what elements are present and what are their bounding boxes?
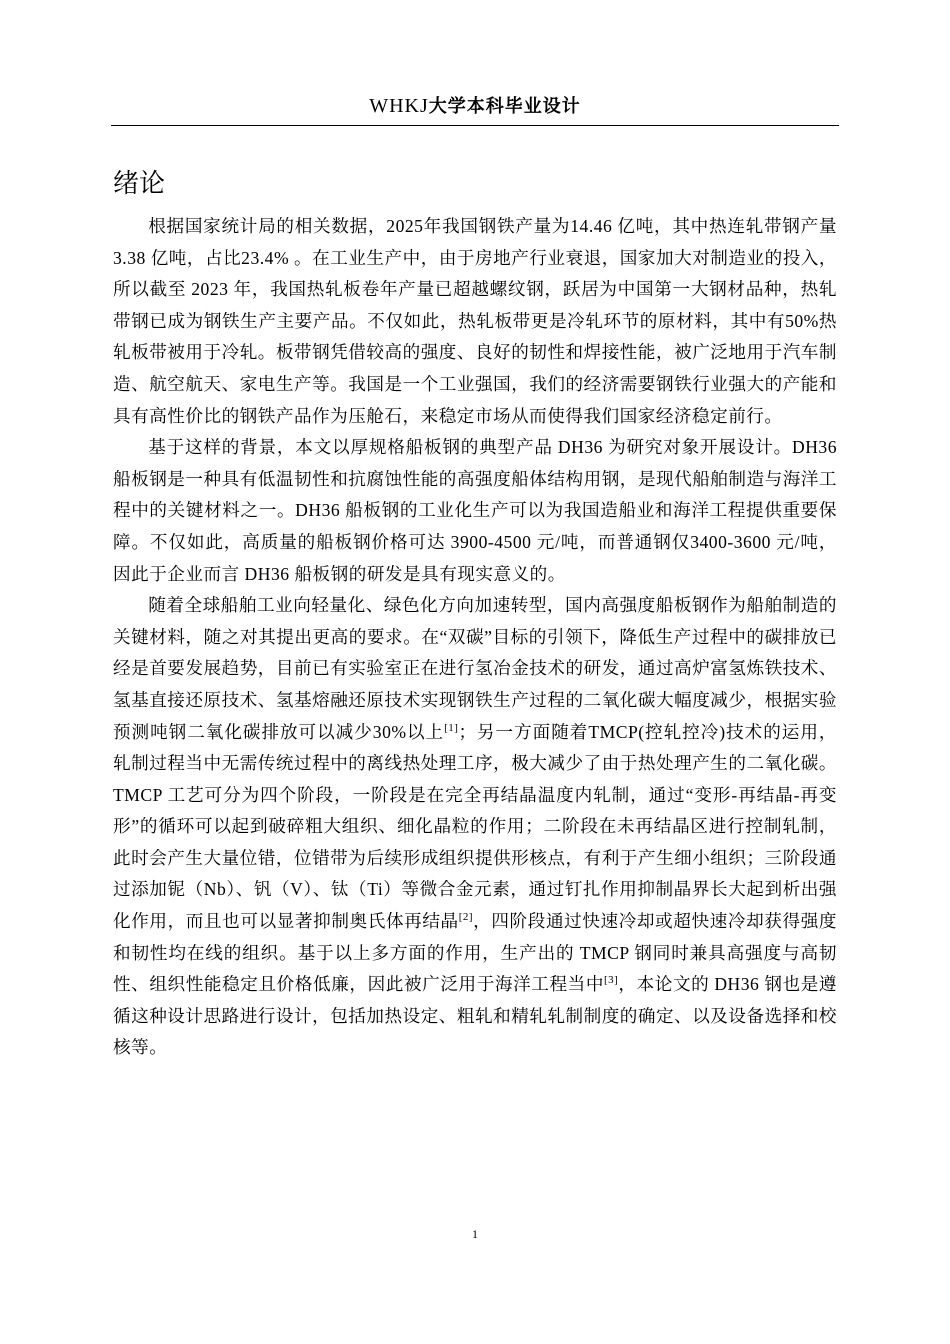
paragraph-3-text-3: ，四阶段通过快速冷却或超快速冷却获得强度和韧性均在线的组织。基于以上多方面的作用，生产出的 TMCP 钢同时兼具高强度与高韧性、组织性能稳定且价格低廉，因此被广泛用于海洋工程当中	[113, 911, 837, 995]
citation-3: [3]	[604, 974, 619, 987]
paragraph-3-text-2: ；另一方面随着TMCP(控轧控冷)技术的运用，轧制过程当中无需传统过程中的离线热处理工序，极大减少了由于热处理产生的二氧化碳。TMCP 工艺可分为四个阶段，一阶段是在完全再结晶温度内轧制，通过“变形-再结晶-再变形”的循环可以起到破碎粗大组织、细化晶粒的作用；二阶段在未再结晶区进行控制轧制，此时会产生大量位错，位错带为后续形成组织提供形核点，有利于产生细小组织；三阶段通过添加铌（Nb）、钒（V）、钛（Ti）等微合金元素，通过钉扎作用抑制晶界长大起到析出强化作用，而且也可以显著抑制奥氏体再结晶	[113, 721, 837, 932]
citation-2: [2]	[458, 911, 474, 924]
page-number: 1	[472, 1227, 478, 1241]
header-divider	[111, 125, 839, 126]
paragraph-3-text-4: ，本论文的 DH36 钢也是遵循这种设计思路进行设计，包括加热设定、粗轧和精轧轧制制度的确定、以及设备选择和校核等。	[113, 974, 837, 1058]
paragraph-3	[113, 590, 837, 1064]
section-title: 绪论	[113, 169, 166, 199]
header-subtitle: 大学本科毕业设计	[428, 96, 581, 117]
body-text	[113, 211, 837, 1064]
page-header	[111, 92, 839, 121]
citation-1: [1]	[444, 721, 459, 734]
paragraph-3-text-1: 随着全球船舶工业向轻量化、绿色化方向加速转型，国内高强度船板钢作为船舶制造的关键材料，随之对其提出更高的要求。在“双碳”目标的引领下，降低生产过程中的碳排放已经是首要发展趋势，目前已有实验室正在进行氢冶金技术的研发，通过高炉富氢炼铁技术、氢基直接还原技术、氢基熔融还原技术实现钢铁生产过程的二氧化碳大幅度减少，根据实验预测吨钢二氧化碳排放可以减少30%以上	[113, 595, 837, 742]
header-school-name: WHKJ	[369, 95, 429, 117]
paragraph-1: 根据国家统计局的相关数据，2025年我国钢铁产量为14.46 亿吨，其中热连轧带钢产量3.38 亿吨，占比23.4% 。在工业生产中，由于房地产行业衰退，国家加大对制造业的投入，所以截至 2023 年，我国热轧板卷年产量已超越螺纹钢，跃居为中国第一大钢材品种，热轧带钢已成为钢铁生产主要产品。不仅如此，热轧板带更是冷轧环节的原材料，其中有50%热轧板带被用于冷轧。板带钢凭借较高的强度、良好的韧性和焊接性能，被广泛地用于汽车制造、航空航天、家电生产等。我国是一个工业强国，我们的经济需要钢铁行业强大的产能和具有高性价比的钢铁产品作为压舱石，来稳定市场从而使得我们国家经济稳定前行。	[113, 216, 837, 426]
paragraph-2: 基于这样的背景，本文以厚规格船板钢的典型产品 DH36 为研究对象开展设计。DH36 船板钢是一种具有低温韧性和抗腐蚀性能的高强度船体结构用钢，是现代船舶制造与海洋工程中的关键材料之一。DH36 船板钢的工业化生产可以为我国造船业和海洋工程提供重要保障。不仅如此，高质量的船板钢价格可达 3900-4500 元/吨，而普通钢仅3400-3600 元/吨，因此于企业而言 DH36 船板钢的研发是具有现实意义的。	[113, 437, 837, 584]
